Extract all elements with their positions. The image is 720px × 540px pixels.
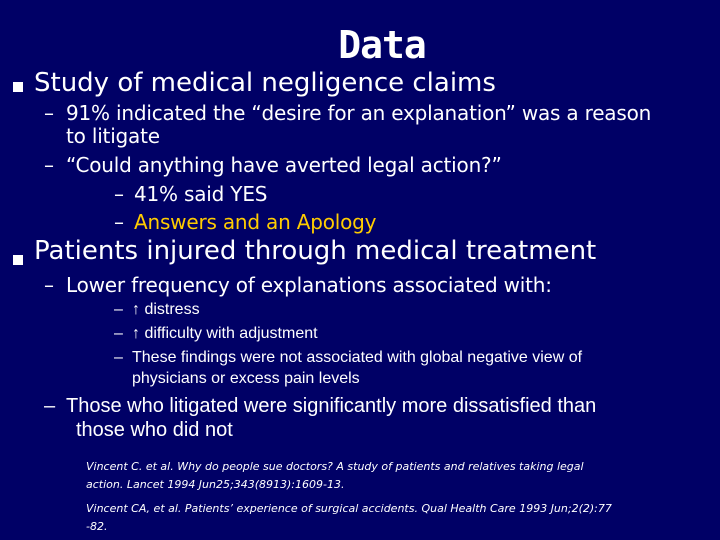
bullet-2-subsub-2-text: ↑ difficulty with adjustment xyxy=(132,325,318,342)
bullet-1-sub-2-text: “Could anything have averted legal action?” xyxy=(66,153,502,177)
reference-1-line-2: action. Lancet 1994 Jun25;343(8913):1609-13. xyxy=(86,478,345,491)
bullet-1-subsub-1-text: 41% said YES xyxy=(134,182,268,206)
reference-1-line-1: Vincent C. et al. Why do people sue doctors? A study of patients and relatives taking legal xyxy=(86,460,584,473)
bullet-2-sub-1-text: Lower frequency of explanations associated with: xyxy=(66,273,552,297)
bullet-1-subsub-1 xyxy=(114,181,267,207)
bullet-1-marker xyxy=(13,82,23,92)
bullet-2-marker xyxy=(13,255,23,265)
reference-2 xyxy=(86,500,706,536)
bullet-1-sub-2 xyxy=(44,152,502,178)
dash: – xyxy=(114,182,124,206)
reference-1 xyxy=(86,458,706,494)
bullet-1-subsub-2 xyxy=(114,209,376,235)
bullet-2-sub-2 xyxy=(44,394,596,418)
bullet-2-sub-2-cont: those who did not xyxy=(76,419,233,441)
dash: – xyxy=(114,301,123,318)
dash: – xyxy=(44,153,54,177)
bullet-1-sub-1-cont: to litigate xyxy=(66,124,160,148)
bullet-2-text: Patients injured through medical treatment xyxy=(34,236,597,266)
bullet-2-subsub-3-text: These findings were not associated with global negative view of xyxy=(132,349,583,366)
dash: – xyxy=(44,101,54,125)
bullet-2-sub-2-text: Those who litigated were significantly more dissatisfied than xyxy=(66,395,597,417)
bullet-2-subsub-3-cont: physicians or excess pain levels xyxy=(132,370,360,387)
bullet-2-subsub-1-text: ↑ distress xyxy=(132,301,200,318)
bullet-1-text: Study of medical negligence claims xyxy=(34,68,496,98)
slide-title: Data xyxy=(338,23,426,67)
dash: – xyxy=(114,325,123,342)
bullet-2-sub-1 xyxy=(44,272,552,298)
dash: – xyxy=(44,395,56,417)
reference-2-line-1: Vincent CA, et al. Patients’ experience of surgical accidents. Qual Health Care 1993 Jun;2(2):77 xyxy=(86,502,612,515)
bullet-1-subsub-2-text: Answers and an Apology xyxy=(134,210,377,234)
reference-2-line-2: -82. xyxy=(86,520,108,533)
bullet-2-subsub-1 xyxy=(114,300,200,320)
dash: – xyxy=(44,273,54,297)
dash: – xyxy=(114,349,123,366)
bullet-1-sub-1-text: 91% indicated the “desire for an explanation” was a reason xyxy=(66,101,652,125)
bullet-2-subsub-3 xyxy=(114,348,714,368)
bullet-2-subsub-2 xyxy=(114,324,318,344)
dash: – xyxy=(114,210,124,234)
